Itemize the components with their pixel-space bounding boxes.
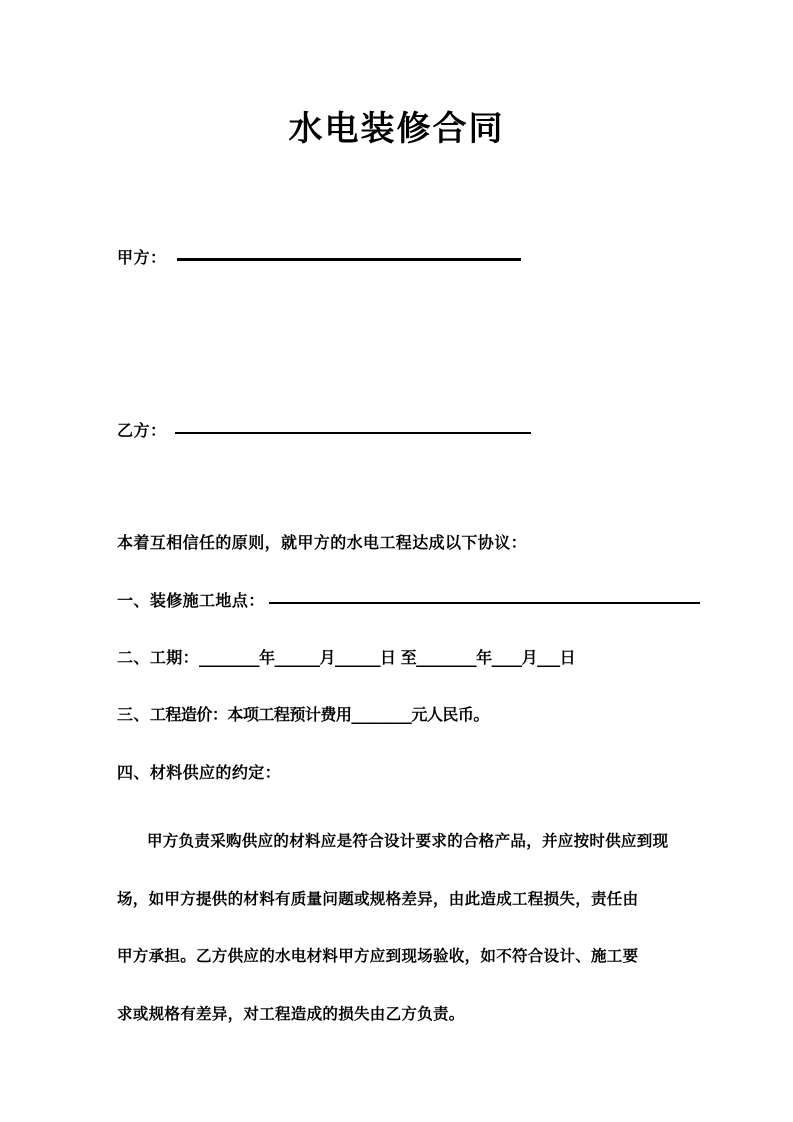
- page-title: 水电装修合同: [288, 109, 505, 149]
- clause-1-label: 装修施工地点：: [149, 591, 265, 610]
- clause-1-number: 一、: [117, 591, 150, 610]
- body-line: 场，如甲方提供的材料有质量问题或规格差异，由此造成工程损失，责任由: [117, 888, 639, 908]
- clause-2-label: 工期：: [149, 648, 200, 667]
- party-b-label: 乙方：: [117, 421, 167, 440]
- clause-2-date-fields[interactable]: ________年______月______日 至________年____月___日: [199, 648, 576, 667]
- body-line: 甲方承担。乙方供应的水电材料甲方应到现场验收，如不符合设计、施工要: [117, 946, 639, 965]
- body-line: 甲方负责采购供应的材料应是符合设计要求的合格产品，并应按时供应到现: [147, 831, 669, 850]
- clause-3-project-cost: [117, 702, 489, 725]
- clause-3-number: 三、: [117, 705, 150, 724]
- party-a-label: 甲方：: [117, 248, 167, 267]
- clause-1-fill-line[interactable]: [269, 602, 700, 604]
- clause-4-material-supply: [117, 760, 281, 783]
- clause-4-label: 材料供应的约定：: [149, 763, 282, 782]
- clause-3-label[interactable]: 工程造价：本项工程预计费用________元人民币。: [149, 705, 489, 724]
- party-a-row: [117, 245, 521, 268]
- clause-4-number: 四、: [117, 763, 150, 782]
- body-line: 求或规格有差异，对工程造成的损失由乙方负责。: [117, 1003, 465, 1023]
- party-b-row: [117, 418, 531, 441]
- party-a-fill-line[interactable]: [177, 258, 521, 261]
- clause-2-duration: [117, 645, 575, 668]
- agreement-intro-text: 本着互相信任的原则，就甲方的水电工程达成以下协议：: [117, 533, 528, 552]
- party-b-fill-line[interactable]: [175, 432, 531, 434]
- clause-1-construction-site: [117, 588, 700, 611]
- clause-4-body-paragraph: [117, 812, 717, 1042]
- clause-2-number: 二、: [117, 648, 150, 667]
